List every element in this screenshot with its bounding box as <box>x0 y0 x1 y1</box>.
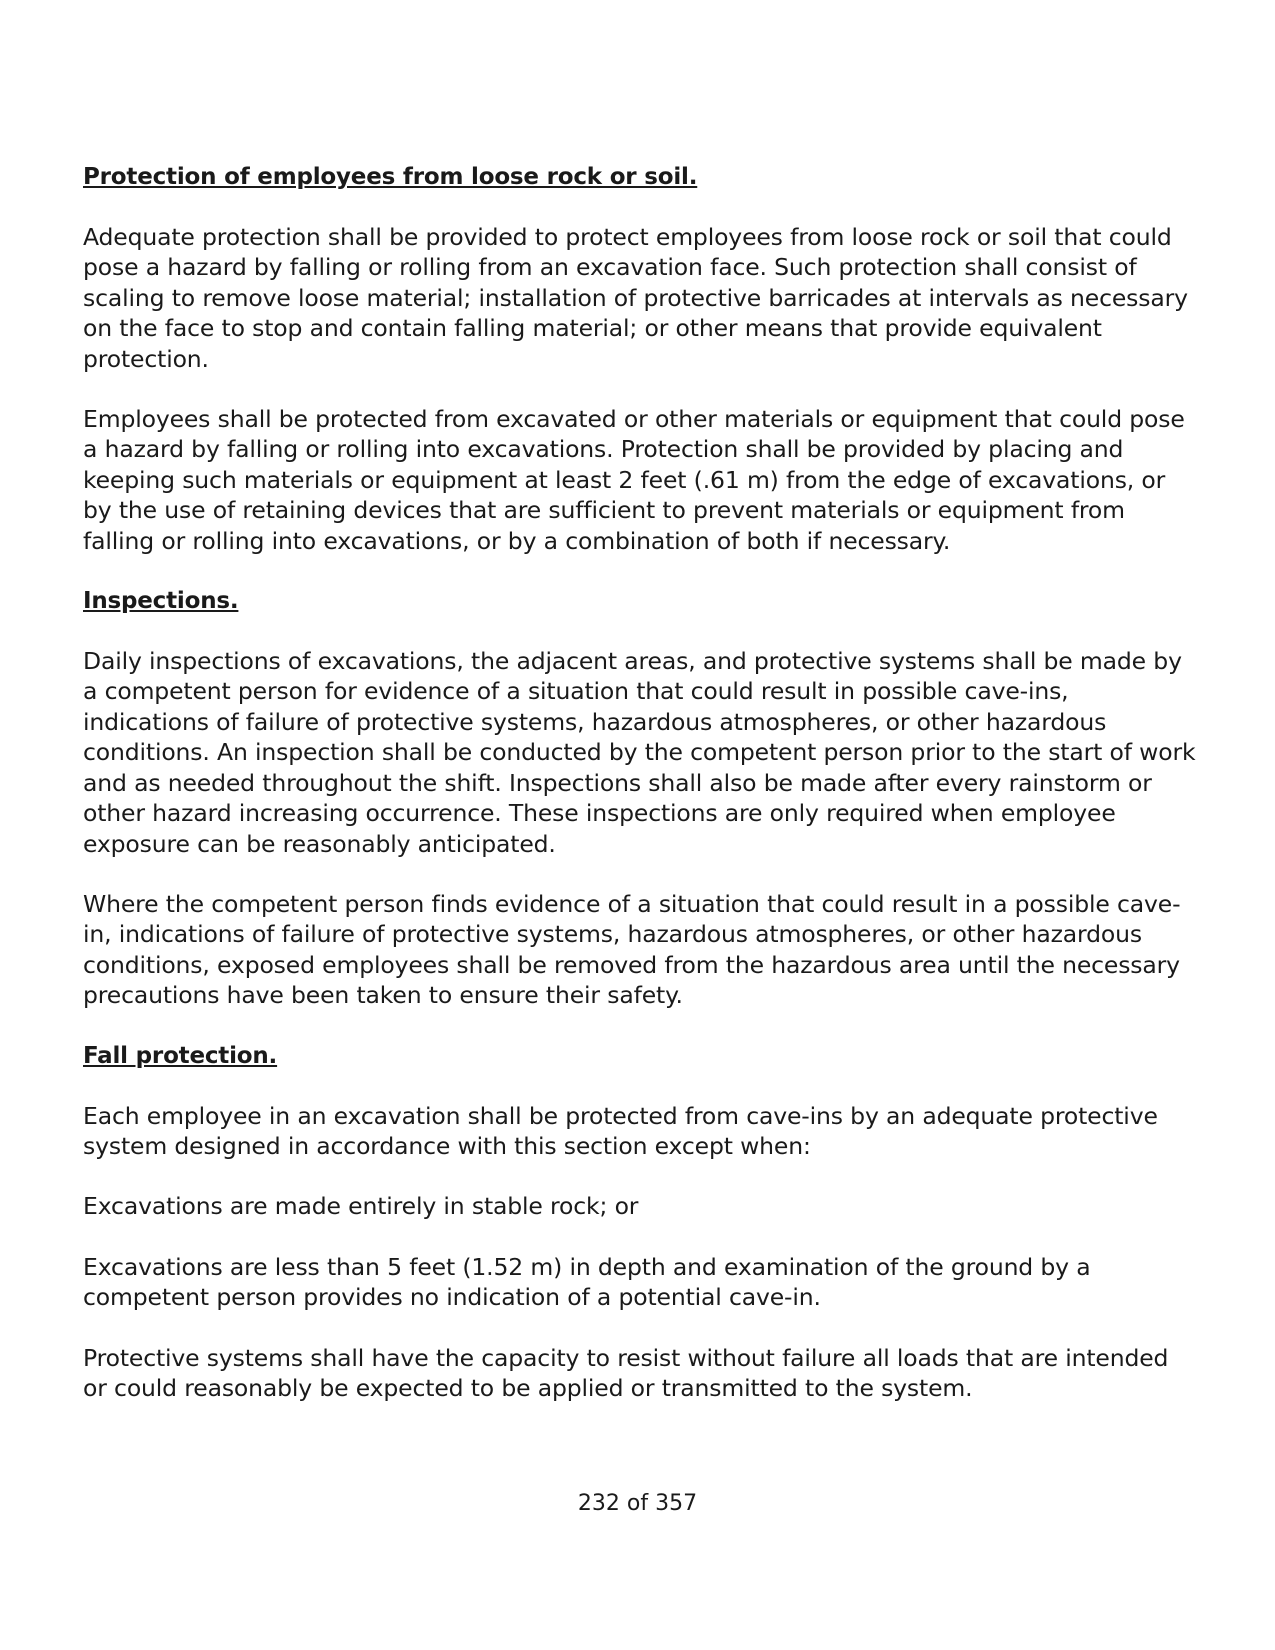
paragraph-inspections-1: Daily inspections of excavations, the adjacent areas, and protective systems shall be made by a competent person for evidence of a situation that could result in possible cave-ins, indications of failure of protective systems, hazardous atmospheres, or other hazardous conditions. An inspection shall be conducted by the competent person prior to the start of work and as needed throughout the shift. Inspections shall also be made after every rainstorm or other hazard increasing occurrence. These inspections are only required when employee exposure can be reasonably anticipated. <box>83 647 1196 858</box>
paragraph-loose-rock-1: Adequate protection shall be provided to protect employees from loose rock or soil that could pose a hazard by falling or rolling from an excavation face. Such protection shall consist of scaling to remove loose material; installation of protective barricades at intervals as necessary on the face to stop and contain falling material; or other means that provide equivalent protection. <box>83 223 1188 373</box>
page-number: 232 of 357 <box>577 1491 698 1516</box>
paragraph-fall-protection-3: Excavations are less than 5 feet (1.52 m) in depth and examination of the ground by a competent person provides no indication of a potential cave-in. <box>83 1252 1091 1312</box>
paragraph-loose-rock-2: Employees shall be protected from excavated or other materials or equipment that could pose a hazard by falling or rolling into excavations. Protection shall be provided by placing and keeping such materials or equipment at least 2 feet (.61 m) from the edge of excavations, or by the use of retaining devices that are sufficient to prevent materials or equipment from falling or rolling into excavations, or by a combination of both if necessary. <box>83 405 1185 555</box>
document-body <box>83 162 1198 1433</box>
paragraph-fall-protection-2: Excavations are made entirely in stable rock; or <box>83 1192 639 1221</box>
paragraph-fall-protection-4: Protective systems shall have the capacity to resist without failure all loads that are intended or could reasonably be expected to be applied or transmitted to the system. <box>83 1343 1169 1402</box>
paragraph-inspections-2: Where the competent person finds evidence of a situation that could result in a possible cave-in, indications of failure of protective systems, hazardous atmospheres, or other hazardous conditions, exposed employees shall be removed from the hazardous area until the necessary precautions have been taken to ensure their safety. <box>83 889 1181 1010</box>
section-heading-loose-rock: Protection of employees from loose rock or soil. <box>83 164 698 190</box>
section-heading-fall-protection: Fall protection. <box>83 1042 278 1069</box>
paragraph-fall-protection-1: Each employee in an excavation shall be protected from cave-ins by an adequate protective system designed in accordance with this section except when: <box>83 1101 1158 1160</box>
section-heading-inspections: Inspections. <box>83 588 239 615</box>
